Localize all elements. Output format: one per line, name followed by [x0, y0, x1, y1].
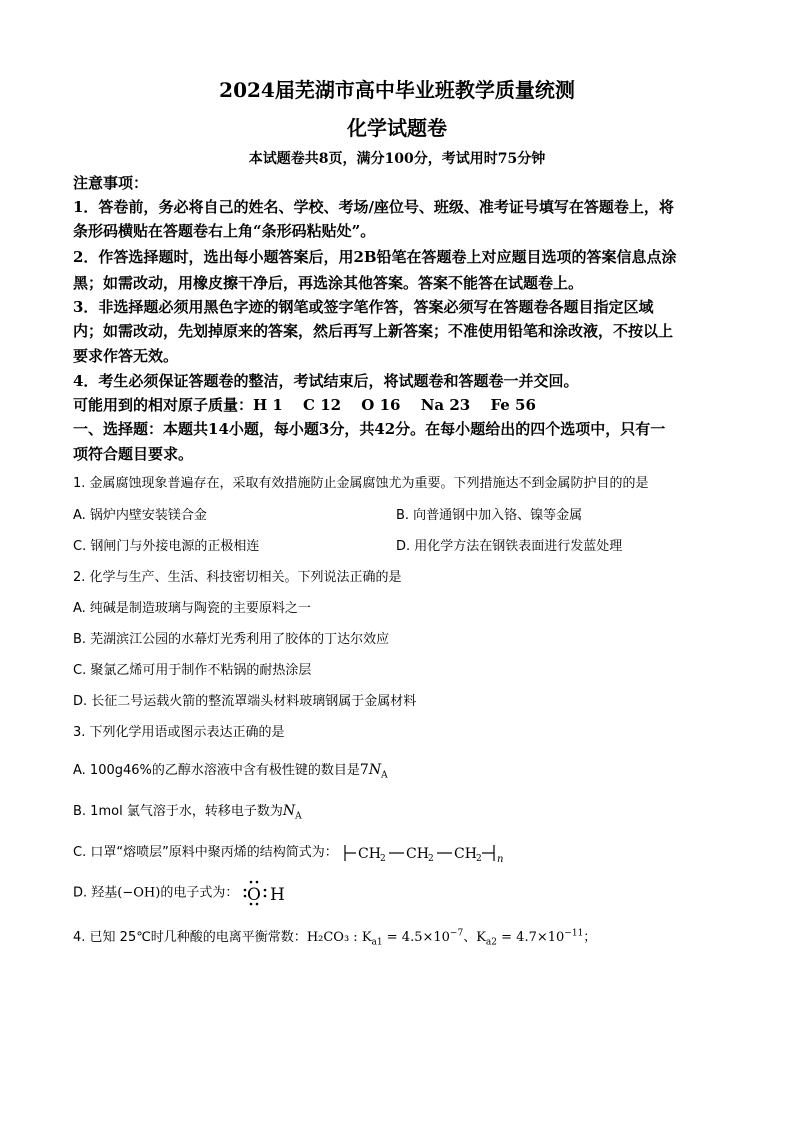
- svg-text:CH: CH: [405, 845, 429, 862]
- notice-item-2-line-2: 黑；如需改动，用橡皮擦干净后，再选涂其他答案。答案不能答在试题卷上。: [73, 274, 584, 292]
- question-2-option-c: C. 聚氯乙烯可用于制作不粘锅的耐热涂层: [73, 663, 312, 678]
- question-3-option-c-text: C. 口罩“熔喷层”原料中聚丙烯的结构简式为：: [73, 845, 338, 860]
- notice-item-3-line-3: 要求作答无效。: [73, 347, 179, 365]
- question-1-option-a: A. 锅炉内壁安装镁合金: [73, 508, 207, 523]
- question-2-stem: 2. 化学与生产、生活、科技密切相关。下列说法正确的是: [73, 570, 402, 585]
- ka2-subscript: a2: [485, 937, 498, 948]
- question-1-option-d: D. 用化学方法在钢铁表面进行发蓝处理: [396, 539, 623, 554]
- avogadro-subscript: A: [381, 770, 388, 781]
- svg-text:n: n: [496, 853, 504, 864]
- ka2-value: = 4.7×10: [497, 930, 565, 945]
- ka2-separator: 、K: [463, 930, 486, 945]
- notice-item-1-line-2: 条形码横贴在答题卷右上角“条形码粘贴处”。: [73, 222, 376, 240]
- notice-item-2-line-1: 2．作答选择题时，选出每小题答案后，用2B铅笔在答题卷上对应题目选项的答案信息点涂: [73, 248, 677, 266]
- notice-item-3-line-2: 内；如需改动，先划掉原来的答案，然后再写上新答案；不准使用铅笔和涂改液，不按以上: [73, 322, 674, 340]
- atomic-mass-line: 可能用到的相对原子质量：H 1 C 12 O 16 Na 23 Fe 56: [73, 396, 536, 414]
- avogadro-symbol: N: [368, 762, 382, 778]
- question-2-option-b: B. 芜湖滨江公园的水幕灯光秀利用了胶体的丁达尔效应: [73, 632, 390, 647]
- question-1-option-b: B. 向普通钢中加入铬、镍等金属: [396, 508, 583, 523]
- notice-heading: 注意事项：: [73, 174, 149, 192]
- ka2-exponent: −11: [564, 928, 584, 939]
- question-3-option-d-tail: 的电子式为：: [160, 885, 239, 901]
- avogadro-symbol: N: [282, 803, 296, 819]
- exam-title: 2024届芜湖市高中毕业班教学质量统测: [219, 78, 575, 102]
- svg-text:2: 2: [427, 853, 434, 864]
- svg-text:CH: CH: [357, 845, 381, 862]
- ka1-subscript: a1: [371, 937, 383, 948]
- question-4-stem-text: 4. 已知 25℃时几种酸的电离平衡常数：: [73, 930, 307, 945]
- question-2-option-d: D. 长征二号运载火箭的整流罩端头材料玻璃钢属于金属材料: [73, 694, 417, 709]
- section-1-line-2: 项符合题目要求。: [73, 445, 194, 463]
- svg-text:O: O: [247, 885, 262, 905]
- svg-text:CH: CH: [453, 845, 477, 862]
- question-4-stem: [73, 926, 596, 948]
- question-3-option-d-text: D. 羟基: [73, 885, 118, 901]
- svg-text:2: 2: [475, 853, 482, 864]
- question-3-option-b: [73, 800, 302, 822]
- question-3-option-b-text: B. 1mol 氯气溶于水，转移电子数为: [73, 804, 283, 819]
- question-4-end: ；: [583, 930, 597, 945]
- question-1-option-c: C. 钢闸门与外接电源的正极相连: [73, 539, 260, 554]
- question-3-option-a: [73, 759, 388, 781]
- question-2-option-a: A. 纯碱是制造玻璃与陶瓷的主要原料之一: [73, 601, 311, 616]
- question-3-option-c: [73, 841, 532, 864]
- question-3-option-a-value: 7: [359, 762, 369, 778]
- question-1-stem: 1. 金属腐蚀现象普遍存在，采取有效措施防止金属腐蚀尤为重要。下列措施达不到金属防护目的的是: [73, 476, 649, 491]
- section-1-line-1: 一、选择题：本题共14小题，每小题3分，共42分。在每小题给出的四个选项中，只有一: [73, 420, 666, 438]
- ka1-value: = 4.5×10: [382, 930, 450, 945]
- notice-item-1-line-1: 1．答卷前，务必将自己的姓名、学校、考场/座位号、班级、准考证号填写在答题卷上，将: [73, 198, 674, 216]
- hydroxyl-group: (−OH): [117, 885, 161, 901]
- question-3-stem: 3. 下列化学用语或图示表达正确的是: [73, 725, 285, 740]
- ka1-exponent: −7: [449, 928, 464, 939]
- question-3-option-a-text: A. 100g46%的乙醇水溶液中含有极性键的数目是: [73, 763, 360, 778]
- notice-item-4: 4．考生必须保证答题卷的整洁，考试结束后，将试题卷和答题卷一并交回。: [73, 372, 579, 390]
- svg-text:2: 2: [379, 853, 386, 864]
- exam-info: 本试题卷共8页，满分100分，考试用时75分钟: [248, 151, 546, 167]
- notice-item-3-line-1: 3．非选择题必须用黑色字迹的钢笔或签字笔作答，答案必须写在答题卷各题目指定区域: [73, 298, 654, 316]
- polypropylene-structure-formula: [342, 842, 532, 864]
- question-3-option-d: [73, 880, 292, 906]
- avogadro-subscript: A: [295, 811, 302, 822]
- svg-text:H: H: [270, 885, 286, 905]
- carbonic-acid: H₂CO₃ : K: [306, 930, 372, 945]
- paper-subtitle: 化学试题卷: [347, 116, 447, 140]
- hydroxyl-electron-formula: [242, 880, 292, 906]
